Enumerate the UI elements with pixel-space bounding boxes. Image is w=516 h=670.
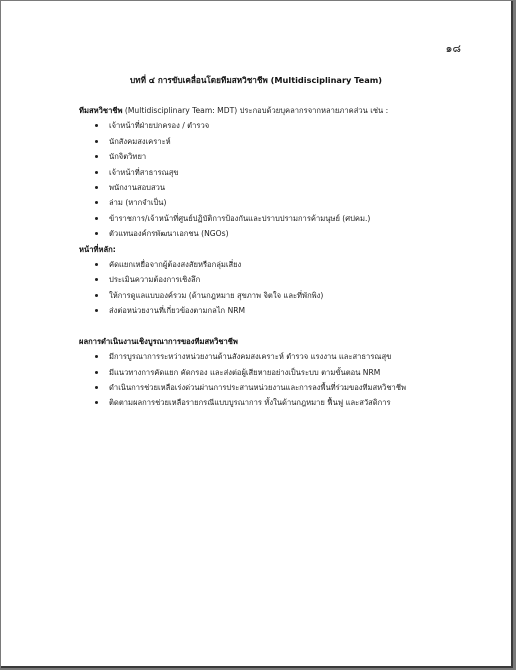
list-item-text: นักจิตวิทยา: [109, 152, 147, 162]
list-item: [79, 303, 489, 318]
list-item: [79, 134, 489, 149]
intro-term: ทีมสหวิชาชีพ: [79, 106, 123, 115]
bullet-icon: [95, 386, 98, 389]
chapter-title: บทที่ ๔ การขับเคลื่อนโดยทีมสหวิชาชีพ (Multidisciplinary Team): [129, 75, 383, 85]
list-item-text: ประเมินความต้องการเชิงลึก: [109, 275, 201, 285]
list-item: [79, 395, 489, 410]
bullet-icon: [95, 371, 98, 374]
page-number: ๑๘: [445, 42, 461, 55]
bullet-icon: [95, 155, 98, 158]
intro-paragraph: [79, 103, 489, 118]
list-item: [79, 211, 489, 226]
list-item: [79, 226, 489, 241]
list-item-text: ให้การดูแลแบบองค์รวม (ด้านกฎหมาย สุขภาพ จิตใจ และที่พักพิง): [109, 290, 324, 300]
bullet-icon: [95, 124, 98, 127]
document-page: [1, 1, 513, 668]
bullet-icon: [95, 278, 98, 281]
list-item: [79, 272, 489, 287]
list-item: [79, 149, 489, 164]
section-spacer: [79, 319, 489, 334]
list-item-text: มีแนวทางการคัดแยก คัดกรอง และส่งต่อผู้เสียหายอย่างเป็นระบบ ตามขั้นตอน NRM: [109, 367, 381, 377]
list-item: [79, 118, 489, 133]
list-item-text: มีการบูรณาการระหว่างหน่วยงานด้านสังคมสงเคราะห์ ตำรวจ แรงงาน และสาธารณสุข: [109, 352, 392, 362]
list-item-text: ตัวแทนองค์กรพัฒนาเอกชน (NGOs): [109, 229, 229, 239]
list-item-text: ส่งต่อหน่วยงานที่เกี่ยวข้องตามกลไก NRM: [109, 306, 246, 316]
list-item: [79, 195, 489, 210]
list-item-text: คัดแยกเหยื่อจากผู้ต้องสงสัยหรือกลุ่มเสี่ยง: [109, 260, 242, 270]
bullet-icon: [95, 217, 98, 220]
bullet-icon: [95, 171, 98, 174]
list-item-text: เจ้าหน้าที่ฝ่ายปกครอง / ตำรวจ: [109, 121, 210, 131]
bullet-icon: [95, 309, 98, 312]
bullet-icon: [95, 263, 98, 266]
list-item-text: ข้าราชการ/เจ้าหน้าที่ศูนย์ปฏิบัติการป้องกันและปราบปรามการค้ามนุษย์ (ศปคม.): [109, 213, 371, 223]
duties-heading: หน้าที่หลัก:: [79, 244, 116, 254]
list-item: [79, 365, 489, 380]
list-item-text: ล่าม (หากจำเป็น): [109, 198, 167, 208]
list-item-text: พนักงานสอบสวน: [109, 183, 166, 193]
bullet-icon: [95, 201, 98, 204]
bullet-icon: [95, 140, 98, 143]
intro-text: (Multidisciplinary Team: MDT) ประกอบด้วยบุคลากรจากหลายภาคส่วน เช่น :: [122, 106, 389, 115]
list-item-text: เจ้าหน้าที่สาธารณสุข: [109, 167, 179, 177]
list-item: [79, 180, 489, 195]
list-item: [79, 288, 489, 303]
list-item-text: นักสังคมสงเคราะห์: [109, 136, 171, 146]
bullet-icon: [95, 186, 98, 189]
list-item-text: ดำเนินการช่วยเหลือเร่งด่วนผ่านการประสานหน่วยงานและการลงพื้นที่ร่วมของทีมสหวิชาชีพ: [109, 382, 406, 392]
page-body: [79, 103, 489, 411]
bullet-icon: [95, 401, 98, 404]
members-list: [79, 118, 489, 241]
bullet-icon: [95, 355, 98, 358]
results-heading: ผลการดำเนินงานเชิงบูรณาการของทีมสหวิชาชีพ: [79, 336, 238, 346]
bullet-icon: [95, 294, 98, 297]
list-item: [79, 380, 489, 395]
list-item: [79, 165, 489, 180]
duties-list: [79, 257, 489, 319]
list-item-text: ติดตามผลการช่วยเหลือรายกรณีแบบบูรณาการ ทั้งในด้านกฎหมาย ฟื้นฟู และสวัสดิการ: [109, 398, 391, 408]
list-item: [79, 257, 489, 272]
bullet-icon: [95, 232, 98, 235]
results-list: [79, 349, 489, 411]
list-item: [79, 349, 489, 364]
